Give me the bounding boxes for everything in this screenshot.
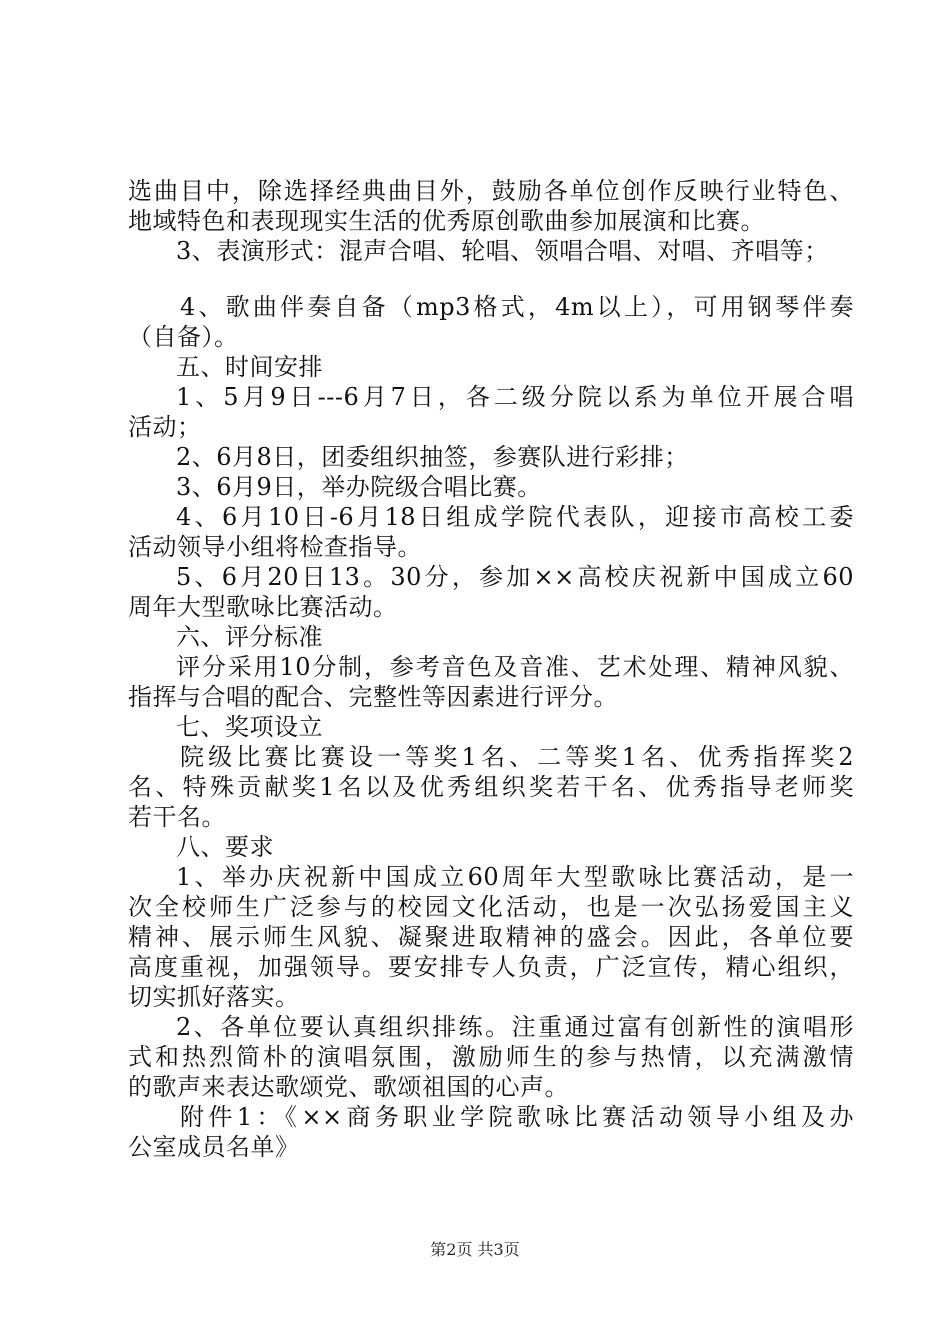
text-line: 5、6月20日13。30分，参加××高校庆祝新中国成立60 <box>176 563 854 591</box>
text-line: 2、6月8日，团委组织抽签，参赛队进行彩排； <box>176 443 689 471</box>
text-line: 次全校师生广泛参与的校园文化活动，也是一次弘扬爱国主义 <box>128 893 854 921</box>
section-heading: 八、要求 <box>176 833 274 861</box>
section-heading: 七、奖项设立 <box>176 713 323 741</box>
text-line: 3、表演形式：混声合唱、轮唱、领唱合唱、对唱、齐唱等； <box>176 237 829 265</box>
text-line: 评分采用10分制，参考音色及音准、艺术处理、精神风貌、 <box>176 653 854 681</box>
text-line: 院级比赛比赛设一等奖1名、二等奖1名、优秀指挥奖2 <box>180 743 854 771</box>
text-line: 活动； <box>128 413 202 441</box>
text-line: 切实抓好落实。 <box>128 983 300 1011</box>
text-line: 3、6月9日，举办院级合唱比赛。 <box>176 473 542 501</box>
text-line: 活动领导小组将检查指导。 <box>128 533 422 561</box>
text-line: 1、举办庆祝新中国成立60周年大型歌咏比赛活动，是一 <box>176 863 854 891</box>
text-line: 1、5月9日---6月7日，各二级分院以系为单位开展合唱 <box>176 383 854 411</box>
text-line: 地域特色和表现现实生活的优秀原创歌曲参加展演和比赛。 <box>128 207 765 235</box>
text-line: 若干名。 <box>128 803 226 831</box>
text-line: 周年大型歌咏比赛活动。 <box>128 593 398 621</box>
page-number-footer: 第2页 共3页 <box>430 1240 520 1259</box>
blank-gap <box>128 266 854 292</box>
text-line: 指挥与合唱的配合、完整性等因素进行评分。 <box>128 683 618 711</box>
text-line: 2、各单位要认真组织排练。注重通过富有创新性的演唱形 <box>176 1013 854 1041</box>
text-line: 公室成员名单》 <box>128 1133 300 1161</box>
text-line: 高度重视，加强领导。要安排专人负责，广泛宣传，精心组织， <box>128 953 854 981</box>
text-line: （自备）。 <box>128 323 239 351</box>
text-line: 的歌声来表达歌颂党、歌颂祖国的心声。 <box>128 1073 569 1101</box>
text-line: 4、歌曲伴奏自备（mp3格式，4m以上），可用钢琴伴奏 <box>180 293 854 321</box>
document-body <box>128 176 854 1162</box>
section-heading: 五、时间安排 <box>176 353 323 381</box>
text-line: 选曲目中，除选择经典曲目外，鼓励各单位创作反映行业特色、 <box>128 177 854 205</box>
text-line: 4、6月10日-6月18日组成学院代表队，迎接市高校工委 <box>176 503 854 531</box>
text-line: 附件1：《××商务职业学院歌咏比赛活动领导小组及办 <box>180 1103 854 1131</box>
text-line: 精神、展示师生风貌、凝聚进取精神的盛会。因此，各单位要 <box>128 923 854 951</box>
section-heading: 六、评分标准 <box>176 623 323 651</box>
text-line: 名、特殊贡献奖1名以及优秀组织奖若干名、优秀指导老师奖 <box>128 773 854 801</box>
text-line: 式和热烈简朴的演唱氛围，激励师生的参与热情，以充满激情 <box>128 1043 854 1071</box>
